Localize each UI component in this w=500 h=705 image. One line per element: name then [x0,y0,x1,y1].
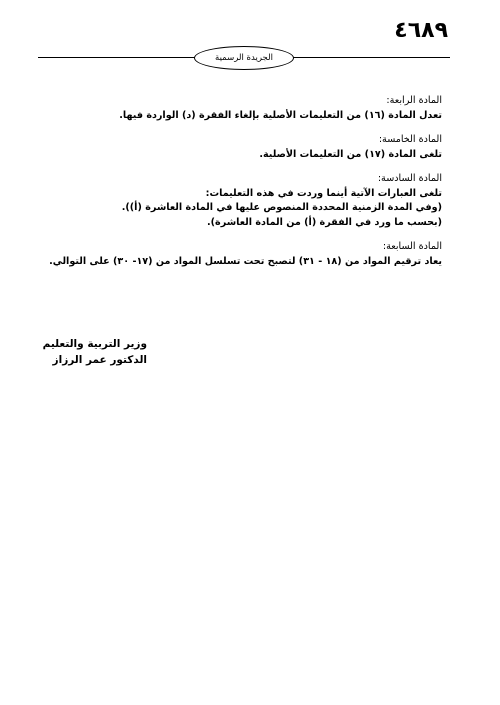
minister-name: الدكتور عمر الرزاز [52,354,147,366]
article-text-line: تلغى العبارات الآتية أينما وردت في هذه التعليمات: [205,187,442,199]
article-text-line: تلغى المادة (١٧) من التعليمات الأصلية. [259,148,442,160]
minister-title: وزير التربية والتعليم [42,338,147,350]
articles-body [49,94,442,279]
article-text-line: تعدل المادة (١٦) من التعليمات الأصلية بإلغاء الفقرة (د) الواردة فيها. [119,109,442,121]
article-text-line: (بحسب ما ورد في الفقرة (أ) من المادة العاشرة). [207,216,442,228]
article-heading: المادة السابعة: [382,241,442,252]
article-text-line: يعاد ترقيم المواد من (١٨ - ٣١) لتصبح تحت تسلسل المواد من (١٧- ٣٠) على التوالي. [49,255,442,267]
signature-block [17,336,147,368]
gazette-title: الجريدة الرسمية [215,53,273,63]
article-text-line: (وفي المدة الزمنية المحددة المنصوص عليها في المادة العاشرة (أ)). [121,202,442,213]
article-seven [49,240,442,269]
article-five [82,133,442,162]
page-number: ٤٦٨٩ [394,18,448,43]
article-heading: المادة الرابعة: [386,95,442,106]
article-heading: المادة السادسة: [377,173,442,184]
article-four [82,94,442,123]
article-heading: المادة الخامسة: [378,134,442,145]
article-six [82,172,442,230]
